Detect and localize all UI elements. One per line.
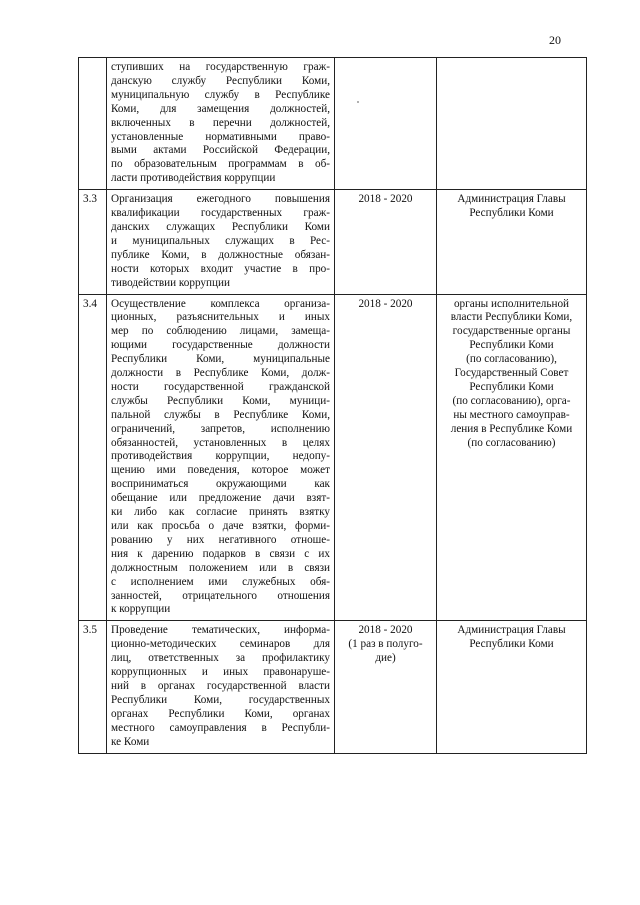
item-number: 3.3 [79,190,107,294]
measure-description-line: ограничений, запретов, исполнению [111,422,330,435]
measure-description-line: ласти противодействия коррупции [111,172,276,185]
measure-description [107,621,335,753]
measure-description-line: к коррупции [111,603,171,616]
execution-term [335,294,437,621]
execution-term-line: дие) [375,652,396,665]
measure-description-line: противодействия коррупции, недопу- [111,450,330,463]
table-row [79,190,587,294]
responsible-executors-line: Государственный Совет [454,367,569,380]
measure-description [107,58,335,190]
measure-description-line: ности государственной гражданской [111,380,330,393]
execution-term [335,58,437,190]
responsible-executors-line: Республики Коми [469,638,554,651]
measure-description-line: установленные нормативными право- [111,130,330,143]
responsible-executors [437,190,587,294]
measure-description-line: выми актами Российской Федерации, [111,144,330,157]
responsible-executors-line: органы исполнительной [453,297,570,310]
measure-description-line: ке Коми [111,735,150,748]
page-number: 20 [549,33,561,47]
measure-description-line: местного самоуправления в Республи- [111,721,330,734]
measure-description-line: ступивших на государственную граж- [111,61,330,73]
responsible-executors [437,621,587,753]
measure-description-line: пальной службы в Республике Коми, [111,408,330,421]
measure-description-line: щению ими поведения, которое может [111,464,330,477]
responsible-executors-line: государственные органы [452,325,571,338]
measure-description-line: и муниципальных служащих в Рес- [111,234,330,247]
measure-description-line: ционных, разъяснительных и иных [111,311,330,324]
measure-description-line: квалификации государственных граж- [111,207,330,220]
item-number: 3.5 [79,621,107,753]
execution-term [335,621,437,753]
responsible-executors-line: (по согласованию) [467,436,556,449]
responsible-executors-line: (по согласованию), орга- [452,394,571,407]
execution-term-line: 2018 - 2020 [358,624,413,637]
measure-description-line: ционно-методических семинаров для [111,638,330,651]
measure-description-line: должности в Республике Коми, долж- [111,367,330,380]
measure-description-line: по образовательным программам в об- [111,158,330,171]
measure-description-line: мер по соблюдению лицами, замеща- [111,325,330,338]
responsible-executors-line: Республики Коми [469,207,554,220]
measure-description-line: Коми, для замещения должностей, [111,102,330,115]
responsible-executors [437,294,587,621]
execution-term-line: 2018 - 2020 [358,297,413,310]
measure-description-line: публике Коми, в должностные обязан- [111,248,330,261]
measure-description-line: или как просьба о даче взятки, форми- [111,520,330,532]
measure-description-line: ности которых входит участие в про- [111,262,330,275]
measure-description-line: ющими государственные должности [111,339,330,352]
responsible-executors-line: власти Республики Коми, [450,311,573,324]
measure-description-line: восприниматься окружающими как [111,478,330,491]
responsible-executors-line: ны местного самоуправ- [453,408,570,421]
measure-description-line: обязанностей, установленных в целях [111,436,330,449]
measure-description-line: ки либо как согласие принять взятку [111,506,330,519]
scan-speck [357,101,359,103]
responsible-executors-line: (по согласованию), [466,353,557,366]
measure-description-line: Проведение тематических, информа- [111,624,330,637]
measure-description-line: занностей, отрицательного отношения [111,589,330,602]
measure-description-line: Республики Коми, муниципальные [111,353,330,366]
table-row [79,621,587,753]
responsible-executors-line: ления в Республике Коми [450,422,573,435]
measure-description-line: ний в органах государственной власти [111,679,330,692]
responsible-executors [437,58,587,190]
measure-description-line: Организация ежегодного повышения [111,193,330,206]
action-plan-table [78,57,587,754]
measure-description-line: обещание или предложение дачи взят- [111,492,330,505]
measure-description-line: Республики Коми, государственных [111,693,330,706]
measure-description [107,190,335,294]
responsible-executors-line: Администрация Главы [457,193,566,206]
execution-term [335,190,437,294]
execution-term-line: 2018 - 2020 [358,193,413,206]
table-row [79,58,587,190]
measure-description-line: муниципальную службу в Республике [111,88,330,101]
responsible-executors-line: Республики Коми [469,339,554,352]
measure-description-line: Осуществление комплекса организа- [111,297,330,310]
measure-description-line: органах Республики Коми, органах [111,707,330,720]
item-number: 3.4 [79,294,107,621]
measure-description-line: должностным положением или в связи [111,561,330,574]
measure-description-line: тиводействии коррупции [111,276,230,289]
measure-description [107,294,335,621]
measure-description-line: данских служащих Республики Коми [111,220,330,233]
measure-description-line: с исполнением ими служебных обя- [111,575,330,588]
measure-description-line: включенных в перечни должностей, [111,116,330,129]
measure-description-line: службы Республики Коми, муници- [111,394,330,407]
responsible-executors-line: Администрация Главы [457,624,566,637]
measure-description-line: лиц, ответственных за профилактику [111,652,330,665]
table-row [79,294,587,621]
execution-term-line: (1 раз в полуго- [348,638,423,651]
measure-description-line: рованию у них негативного отноше- [111,533,330,546]
measure-description-line: данскую службу Республики Коми, [111,74,330,87]
measure-description-line: ния к дарению подарков в связи с их [111,547,330,560]
measure-description-line: коррупционных и иных правонаруше- [111,666,330,679]
item-number [79,58,107,190]
responsible-executors-line: Республики Коми [469,380,554,393]
